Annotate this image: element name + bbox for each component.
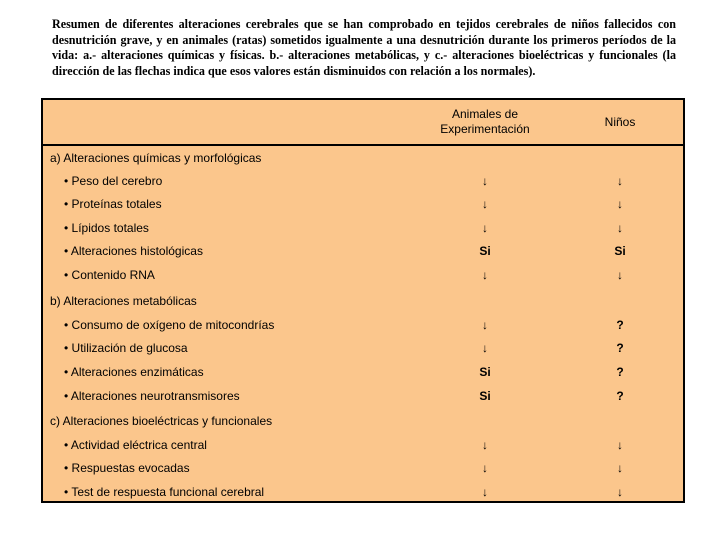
section-title: a) Alteraciones químicas y morfológicas — [50, 151, 262, 165]
ninos-value: ↓ — [617, 268, 623, 282]
row-label: • Respuestas evocadas — [64, 461, 190, 475]
ninos-value: ? — [616, 341, 624, 355]
table-row — [43, 265, 683, 285]
section-title: c) Alteraciones bioeléctricas y funcionales — [50, 414, 273, 428]
row-label: • Contenido RNA — [64, 268, 155, 282]
table-caption: Resumen de diferentes alteraciones cerebrales que se han comprobado en tejidos cerebrales de niños fallecidos con desnutrición grave, y en animales (ratas) sometidos igualmente a una desnutrición durante los primeros períodos de la vida: a.- alteraciones químicas y físicas. b.- alteraciones metabólicas, y c.- alteraciones bioeléctricas y funcionales (la dirección de las flechas indica que esos valores están disminuidos con relación a los normales). — [52, 17, 676, 78]
ninos-value: ↓ — [617, 221, 623, 235]
row-label: • Proteínas totales — [64, 197, 162, 211]
table-header — [43, 100, 683, 146]
animals-value: Si — [479, 389, 491, 403]
ninos-value: ↓ — [617, 174, 623, 188]
row-label: • Test de respuesta funcional cerebral — [64, 485, 265, 499]
section-title: b) Alteraciones metabólicas — [50, 294, 197, 308]
animals-value: ↓ — [482, 461, 488, 475]
row-label: • Alteraciones enzimáticas — [64, 365, 204, 379]
section-row — [43, 291, 683, 311]
row-label: • Lípidos totales — [64, 221, 149, 235]
ninos-value: ? — [616, 365, 624, 379]
animals-value: ↓ — [482, 341, 488, 355]
ninos-value: Si — [614, 244, 626, 258]
row-label: • Utilización de glucosa — [64, 341, 188, 355]
ninos-value: ? — [616, 389, 624, 403]
table-row — [43, 435, 683, 455]
animals-value: Si — [479, 244, 491, 258]
animals-value: ↓ — [482, 485, 488, 499]
ninos-value: ↓ — [617, 438, 623, 452]
table-row — [43, 241, 683, 261]
table-row — [43, 458, 683, 478]
row-label: • Consumo de oxígeno de mitocondrías — [64, 318, 275, 332]
table-row — [43, 218, 683, 238]
ninos-value: ↓ — [617, 485, 623, 499]
section-row — [43, 411, 683, 431]
animals-value: Si — [479, 365, 491, 379]
row-label: • Actividad eléctrica central — [64, 438, 207, 452]
animals-value: ↓ — [482, 197, 488, 211]
animals-value: ↓ — [482, 268, 488, 282]
animals-value: ↓ — [482, 174, 488, 188]
table-row — [43, 315, 683, 335]
header-ninos: Niños — [604, 114, 636, 129]
ninos-value: ↓ — [617, 197, 623, 211]
section-row — [43, 148, 683, 168]
table-row — [43, 482, 683, 502]
table-row — [43, 386, 683, 406]
row-label: • Alteraciones neurotransmisores — [64, 389, 240, 403]
ninos-value: ? — [616, 318, 624, 332]
animals-value: ↓ — [482, 221, 488, 235]
row-label: • Peso del cerebro — [64, 174, 163, 188]
alterations-table — [41, 98, 685, 503]
row-label: • Alteraciones histológicas — [64, 244, 203, 258]
table-row — [43, 338, 683, 358]
ninos-value: ↓ — [617, 461, 623, 475]
animals-value: ↓ — [482, 438, 488, 452]
table-row — [43, 362, 683, 382]
animals-value: ↓ — [482, 318, 488, 332]
table-row — [43, 171, 683, 191]
header-animals: Animales de Experimentación — [440, 107, 530, 136]
table-row — [43, 194, 683, 214]
